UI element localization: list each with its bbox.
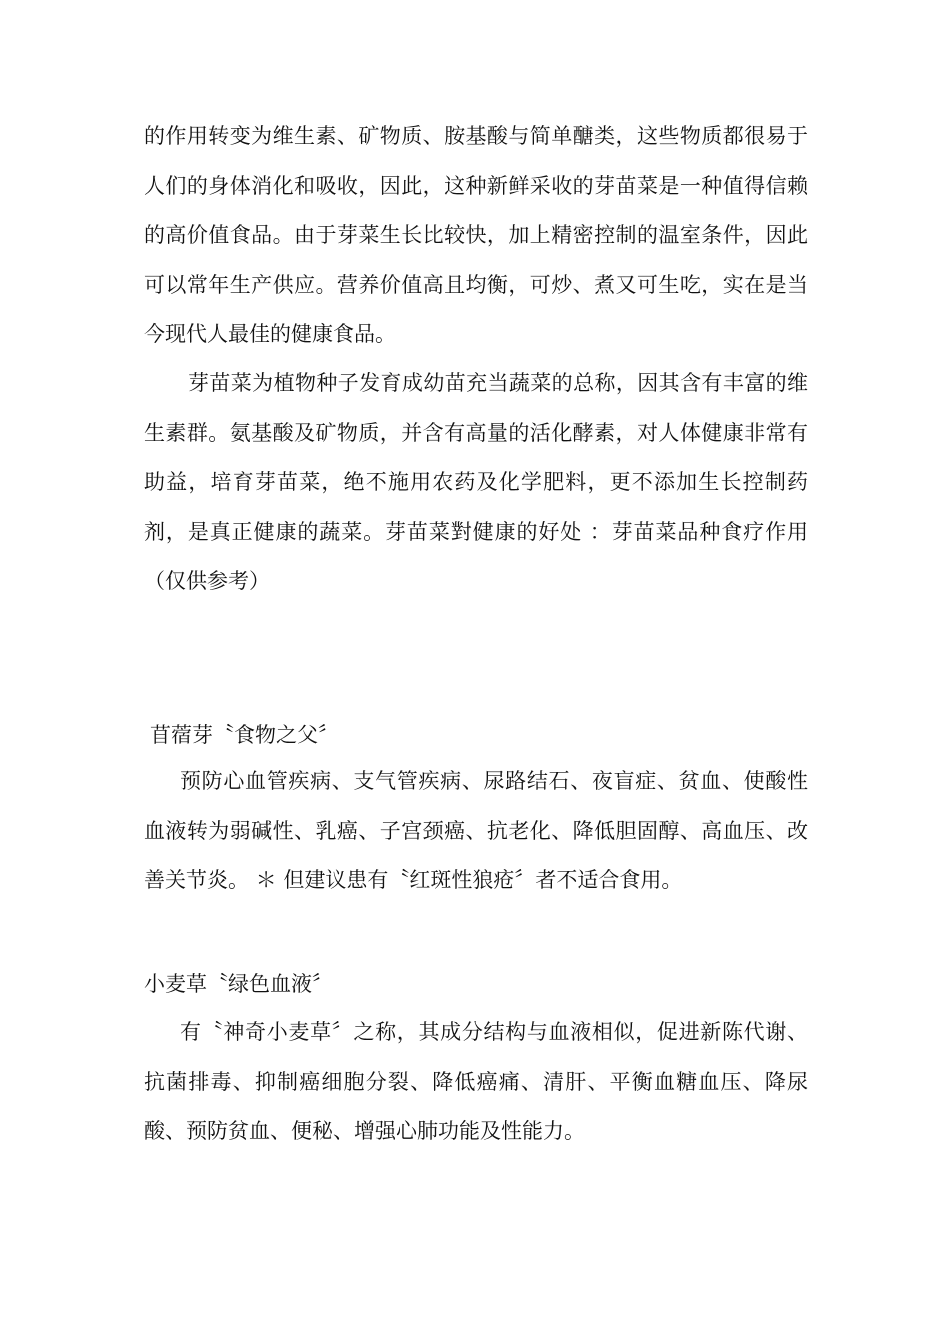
section-body-wheatgrass: 有〝神奇小麦草〞之称，其成分结构与血液相似，促进新陈代谢、抗菌排毒、抑制癌细胞分裂、降低癌痛、清肝、平衡血糖血压、降尿酸、预防贫血、便秘、增强心肺功能及性能力。 <box>144 1020 808 1143</box>
intro-paragraph-2: 芽苗菜为植物种子发育成幼苗充当蔬菜的总称，因其含有丰富的维生素群。氨基酸及矿物质，并含有高量的活化酵素，对人体健康非常有助益，培育芽苗菜，绝不施用农药及化学肥料，更不添加生长控制药剂，是真正健康的蔬菜。芽苗菜對健康的好处 ：芽苗菜品种食疗作用（仅供参考） <box>144 371 808 593</box>
intro-paragraph-1: 的作用转变为维生素、矿物质、胺基酸与简单醣类，这些物质都很易于人们的身体消化和吸收，因此，这种新鲜采收的芽苗菜是一种值得信赖的高价值食品。由于芽菜生长比较快，加上精密控制的温室条件，因此可以常年生产供应。营养价值高且均衡，可炒、煮又可生吃，实在是当今现代人最佳的健康食品。 <box>144 124 808 346</box>
section-heading-alfalfa: 苜蓿芽〝食物之父〞 <box>150 723 339 747</box>
section-body-alfalfa: 预防心血管疾病、支气管疾病、尿路结石、夜盲症、贫血、使酸性血液转为弱碱性、乳癌、子宫颈癌、抗老化、降低胆固醇、高血压、改善关节炎。 ＊ 但建议患有〝红斑性狼疮〞者不适合食用。 <box>144 769 808 892</box>
section-heading-wheatgrass: 小麦草〝绿色血液〞 <box>144 972 333 996</box>
